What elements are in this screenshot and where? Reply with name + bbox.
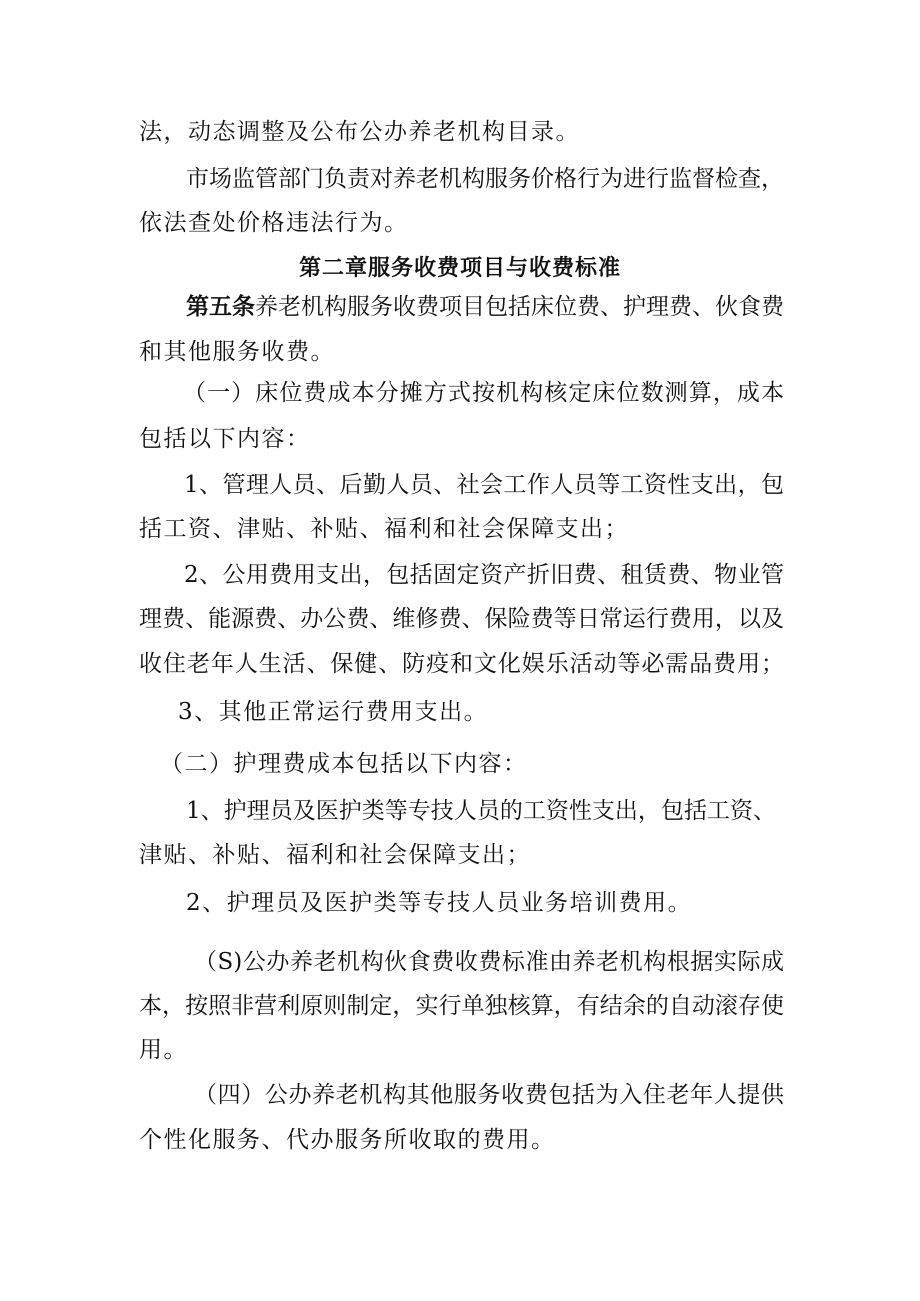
chapter-heading: 第二章服务收费项目与收费标准 (298, 255, 621, 281)
section-1-line: 1、管理人员、后勤人员、社会工作人员等工资性支出，包 (184, 472, 784, 498)
section-4-line: 个性化服务、代办服务所收取的费用。 (139, 1127, 556, 1153)
section-3-line: 本，按照非营利原则制定，实行单独核算，有结余的自动滚存使 (139, 993, 784, 1019)
section-2-line: 1、护理员及医护类等专技人员的工资性支出，包括工资、 (186, 798, 776, 824)
paragraph-line: 法，动态调整及公布公办养老机构目录。 (139, 119, 580, 145)
section-3-line: 用。 (139, 1037, 188, 1063)
section-2-line: 津贴、补贴、福利和社会保障支出； (139, 842, 531, 868)
article-5-line (186, 292, 784, 322)
section-1-line: 2、公用费用支出，包括固定资产折旧费、租赁费、物业管 (184, 562, 784, 588)
section-1-line: 包括以下内容： (139, 426, 311, 452)
section-1-line: （一）床位费成本分摊方式按机构核定床位数测算，成本 (183, 380, 784, 406)
section-1-line: 收住老年人生活、保健、防疫和文化娱乐活动等必需品费用； (139, 651, 784, 677)
paragraph-line: 依法查处价格违法行为。 (139, 210, 409, 236)
section-1-line: 3、其他正常运行费用支出。 (178, 699, 489, 725)
section-4-line: （四）公办养老机构其他服务收费包括为入住老年人提供 (194, 1082, 784, 1108)
section-3-line: （S)公办养老机构伙食费收费标准由养老机构根据实际成 (194, 949, 784, 975)
section-1-line: 括工资、津贴、补贴、福利和社会保障支出； (139, 516, 629, 542)
paragraph-line: 和其他服务收费。 (139, 339, 335, 365)
paragraph-line: 市场监管部门负责对养老机构服务价格行为进行监督检查， (186, 166, 784, 192)
section-2-line: （二）护理费成本包括以下内容： (160, 751, 528, 777)
section-2-line: 2、护理员及医护类等专技人员业务培训费用。 (186, 890, 693, 916)
article-text: 养老机构服务收费项目包括床位费、护理费、伙食费 (255, 294, 784, 320)
section-1-line: 理费、能源费、办公费、维修费、保险费等日常运行费用，以及 (139, 606, 784, 632)
article-label: 第五条 (186, 293, 255, 320)
